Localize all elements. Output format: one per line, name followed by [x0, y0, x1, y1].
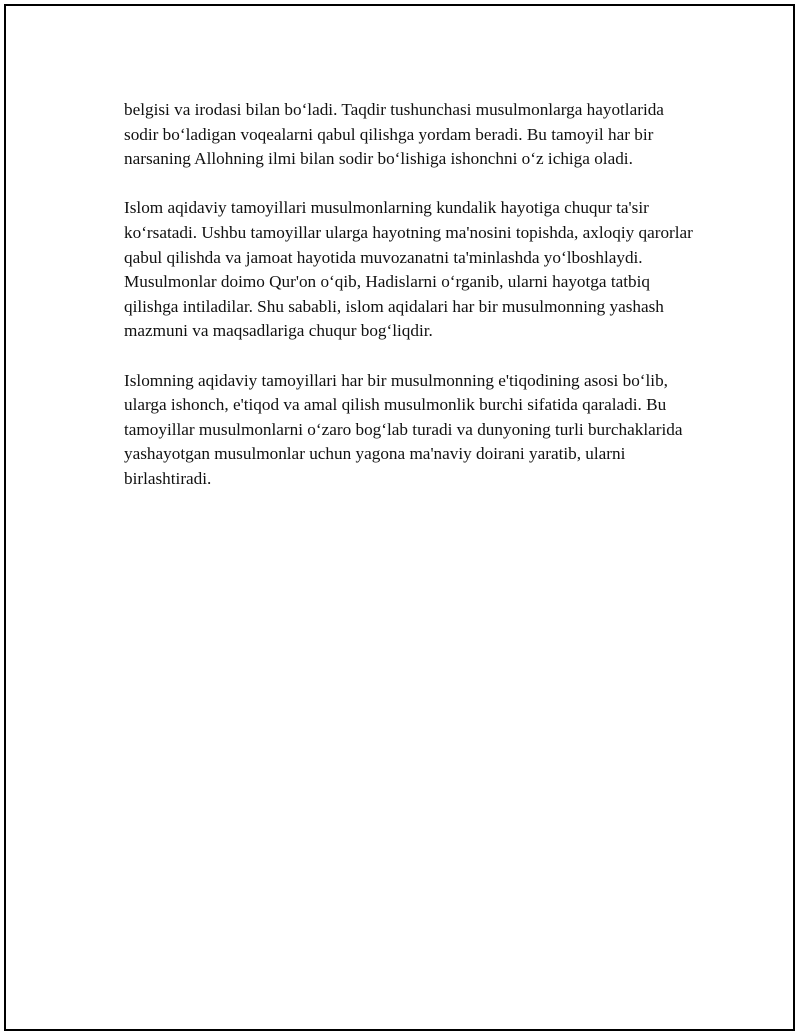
paragraph-3: Islomning aqidaviy tamoyillari har bir musulmonning e'tiqodining asosi bo‘lib, ularga ishonch, e'tiqod va amal qilish musulmonlik burchi sifatida qaraladi. Bu tamoyillar musulmonlarni o‘zaro bog‘lab turadi va dunyoning turli burchaklarida yashayotgan musulmonlar uchun yagona ma'naviy doirani yaratib, ularni birlashtiradi. [124, 370, 683, 488]
paragraph-2: Islom aqidaviy tamoyillari musulmonlarning kundalik hayotiga chuqur ta'sir ko‘rsatadi. Ushbu tamoyillar ularga hayotning ma'nosini topishda, axloqiy qarorlar qabul qilishda va jamoat hayotida muvozanatni ta'minlashda yo‘lboshlaydi. Musulmonlar doimo Qur'on o‘qib, Hadislarni o‘rganib, ularni hayotga tatbiq qilishga intiladilar. Shu sababli, islom aqidalari har bir musulmonning yashash mazmuni va maqsadlariga chuqur bog‘liqdir. [124, 198, 693, 341]
document-body [124, 98, 696, 492]
paragraph-1: belgisi va irodasi bilan bo‘ladi. Taqdir tushunchasi musulmonlarga hayotlarida sodir bo‘ladigan voqealarni qabul qilishga yordam beradi. Bu tamoyil har bir narsaning Allohning ilmi bilan sodir bo‘lishiga ishonchni o‘z ichiga oladi. [124, 100, 664, 169]
page-frame [4, 4, 795, 1031]
